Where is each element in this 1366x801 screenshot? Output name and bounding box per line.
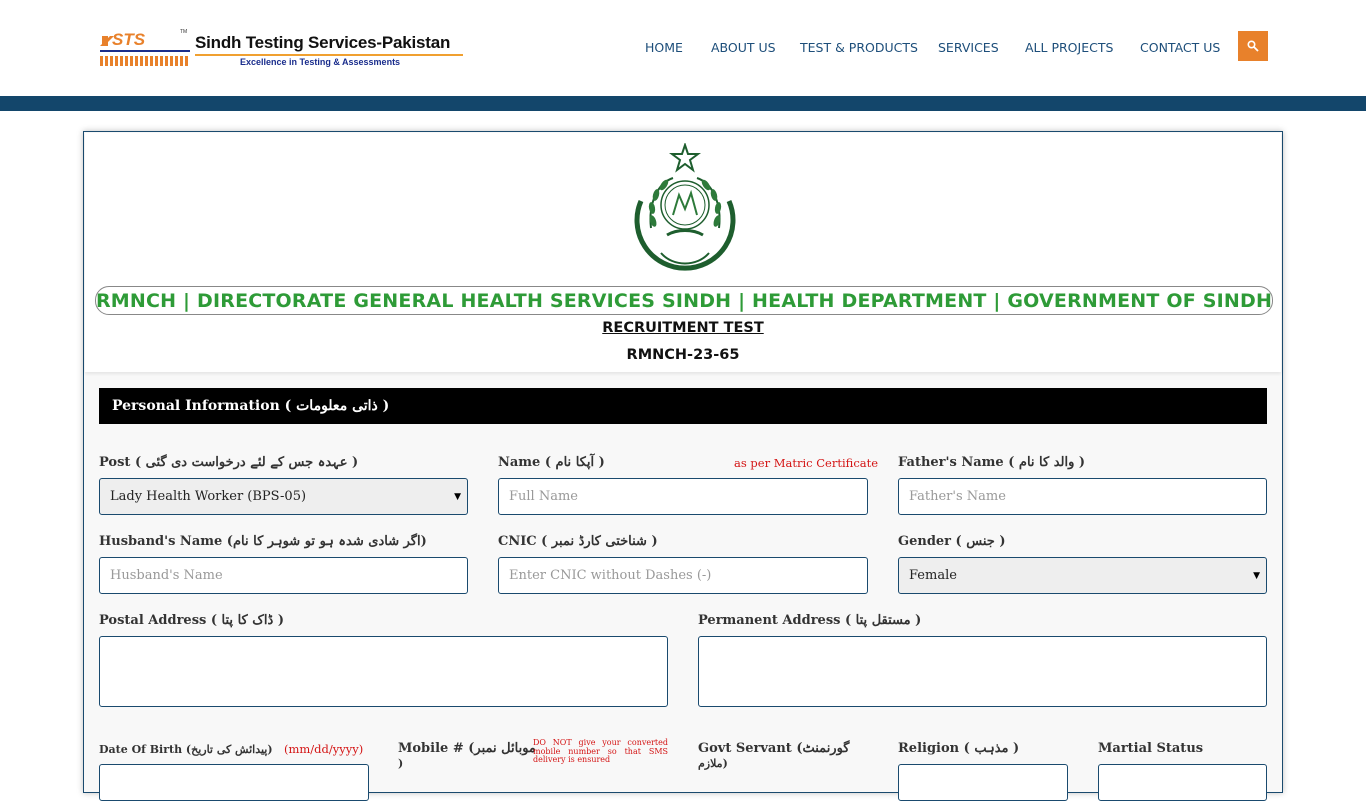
permanent-address-textarea[interactable] [698, 636, 1267, 707]
search-icon [1247, 40, 1259, 52]
name-note: as per Matric Certificate [734, 456, 879, 470]
religion-label: Religion ( مذہب ) [898, 741, 1020, 756]
search-button[interactable] [1238, 31, 1268, 61]
father-name-label: Father's Name ( والد کا نام ) [898, 455, 1086, 470]
husband-name-label: Husband's Name (اگر شادی شدہ ہو تو شوہر کا نام) [99, 534, 427, 549]
dob-input[interactable] [99, 764, 369, 801]
gender-select[interactable] [898, 557, 1267, 594]
name-label: Name ( آپکا نام ) [498, 455, 605, 470]
dropdown-caret-icon: ▼ [1253, 571, 1260, 581]
post-select-value: Lady Health Worker (BPS-05) [110, 489, 307, 504]
header-bar [0, 96, 1366, 111]
logo-divider [195, 54, 463, 56]
svg-text:TM: TM [180, 29, 188, 35]
post-label: Post ( عہدہ جس کے لئے درخواست دی گئی ) [99, 455, 359, 470]
department-heading: RMNCH | DIRECTORATE GENERAL HEALTH SERVICES SINDH | HEALTH DEPARTMENT | GOVERNMENT OF SINDH [95, 286, 1273, 315]
husband-name-input[interactable] [99, 557, 468, 594]
postal-address-textarea[interactable] [99, 636, 668, 707]
mobile-note: DO NOT give your converted mobile number so that SMS delivery is ensured [533, 738, 668, 764]
sindh-emblem-icon [623, 143, 747, 283]
site-header [0, 0, 1366, 96]
dob-format-note: (mm/dd/yyyy) [284, 742, 364, 756]
application-form-card [83, 131, 1283, 793]
marital-status-label: Martial Status [1098, 741, 1204, 756]
gender-label: Gender ( جنس ) [898, 534, 1006, 549]
section-personal-information: Personal Information ( ذاتی معلومات ) [99, 388, 1267, 424]
marital-status-select[interactable] [1098, 764, 1267, 801]
religion-select[interactable] [898, 764, 1068, 801]
permanent-address-label: Permanent Address ( مستقل پتا ) [698, 613, 922, 628]
father-name-input[interactable] [898, 478, 1267, 515]
cnic-input[interactable] [498, 557, 868, 594]
husband-name-placeholder: Husband's Name [110, 568, 223, 583]
nav-test-products[interactable]: TEST & PRODUCTS [800, 40, 918, 55]
cnic-label: CNIC ( شناختی کارڈ نمبر ) [498, 534, 658, 549]
test-code: RMNCH-23-65 [626, 347, 740, 363]
mobile-label-cont: ) [398, 757, 404, 770]
nav-services[interactable]: SERVICES [938, 40, 999, 55]
post-select[interactable] [99, 478, 468, 515]
govt-servant-label-cont: ملازم) [698, 757, 728, 770]
gender-select-value: Female [909, 568, 957, 583]
dropdown-caret-icon: ▼ [454, 492, 461, 502]
form-banner [85, 133, 1281, 372]
name-input-placeholder: Full Name [509, 489, 578, 504]
site-title[interactable]: Sindh Testing Services-Pakistan [195, 33, 451, 52]
sts-logo-icon[interactable] [100, 28, 190, 68]
govt-servant-label: Govt Servant (گورنمنٹ [698, 741, 850, 756]
svg-text:STS: STS [112, 30, 146, 49]
site-tagline: Excellence in Testing & Assessments [240, 57, 401, 67]
nav-all-projects[interactable]: ALL PROJECTS [1025, 40, 1114, 55]
nav-contact-us[interactable]: CONTACT US [1140, 40, 1221, 55]
postal-address-label: Postal Address ( ڈاک کا پتا ) [99, 613, 284, 628]
nav-home[interactable]: HOME [645, 40, 683, 55]
name-input[interactable] [498, 478, 868, 515]
mobile-label: Mobile # (موبائل نمبر [398, 741, 536, 756]
father-name-placeholder: Father's Name [909, 489, 1006, 504]
dob-label: Date Of Birth (پیدائش کی تاریخ) [99, 743, 273, 756]
nav-about-us[interactable]: ABOUT US [711, 40, 776, 55]
cnic-placeholder: Enter CNIC without Dashes (-) [509, 568, 712, 583]
test-title: RECRUITMENT TEST [602, 320, 764, 336]
